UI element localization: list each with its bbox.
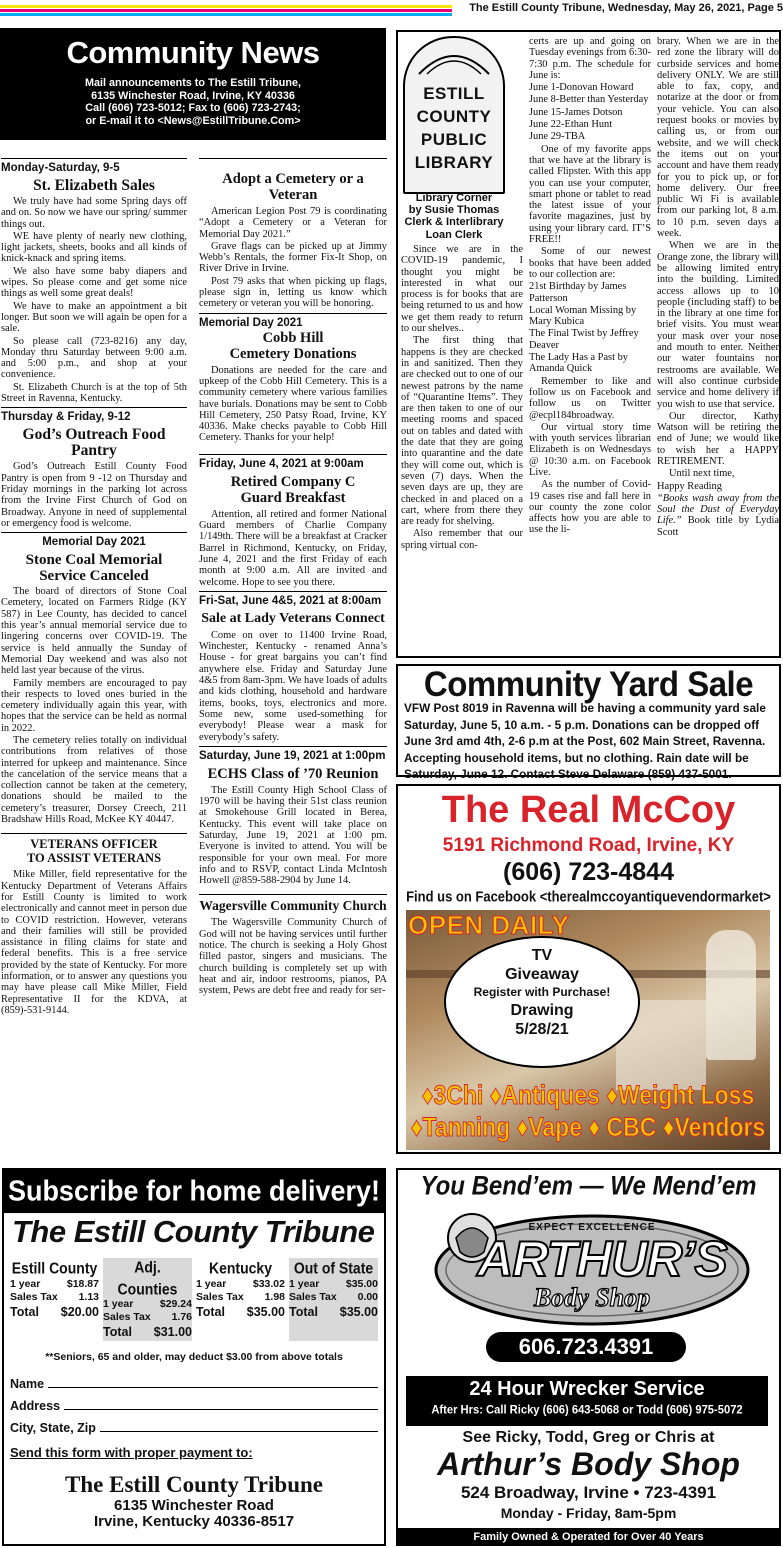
library-text: As the number of Covid-19 cases rise and fall here in our county the zone color affects how you are able to use the li- <box>529 479 651 536</box>
divider <box>1 532 187 533</box>
senior-note: **Seniors, 65 and older, may deduct $3.00 from above totals <box>45 1351 343 1363</box>
email-line: or E-mail it to <News@EstillTribune.Com> <box>85 114 301 127</box>
mccoy-title: The Real McCoy <box>441 789 736 831</box>
article-text: So please call (723-8216) any day, Monday thru Saturday between 9:00 a.m. and 5:00 p.m., and shop at your convenience. <box>1 335 187 381</box>
rate-value: $18.87 <box>66 1278 99 1290</box>
community-news-title: Community News <box>66 35 320 70</box>
rate-value: 1.98 <box>264 1291 285 1303</box>
article-title: Cemetery Donations <box>229 345 357 362</box>
article-text: Family members are encouraged to pay their respects to loved ones buried in the cemetery individually again this year, with hopes that the service can be held as normal in 2022. <box>1 677 187 734</box>
giveaway-oval <box>444 936 640 1068</box>
divider <box>199 313 387 314</box>
rate-total <box>196 1304 285 1321</box>
rate-value: 1.13 <box>78 1291 99 1303</box>
rate-label: 1 year <box>103 1298 134 1310</box>
article-date: Fri-Sat, June 4&5, 2021 at 8:00am <box>199 594 382 607</box>
library-text: Remember to like and follow us on Facebook and follow us on Twitter @ecpl184broadway. <box>529 375 651 421</box>
article-text: Attention, all retired and former National Guard members of Charlie Company 1/149th. There will be a breakfast at Cracker Barrel in Richmond, Kentucky, on Friday, June 4, 2021 and the first Friday of each month at 9:00 a.m. All are invited and welcome. Hope to see you there. <box>199 508 387 588</box>
rate-value: 1.76 <box>171 1311 192 1323</box>
address-line: 6135 Winchester Road, Irvine, KY 40336 <box>91 89 295 102</box>
subscribe-form <box>4 1369 384 1435</box>
article-title: TO ASSIST VETERANS <box>26 851 162 866</box>
arthurs-big-name: Arthur’s Body Shop <box>437 1446 740 1482</box>
logo-word: COUNTY <box>416 107 492 126</box>
rate-head: Kentucky <box>208 1259 273 1277</box>
library-text: One of my favorite apps that we have at the library is called Flipster. With this app you can use your computer, smart phone or tablet to read the latest issue of your favorite magazines, just by using your library card. IT’S FREE!! <box>529 143 651 246</box>
library-text: certs are up and going on Tuesday evenings from 6:30-7:30 p.m. The schedule for June is: <box>529 36 651 81</box>
arthurs-logo <box>432 1208 752 1328</box>
library-byline <box>400 192 508 241</box>
giveaway-line: 5/28/21 <box>515 1021 569 1038</box>
name-field[interactable] <box>10 1369 378 1391</box>
divider <box>1 833 187 834</box>
arthurs-expect: EXPECT EXCELLENCE <box>528 1222 656 1233</box>
schedule-item: June 22-Ethan Hunt <box>529 119 613 131</box>
rate-value: $35.00 <box>246 1305 285 1319</box>
divider <box>199 591 387 592</box>
mccoy-services-2: ♦Tanning ♦Vape ♦ CBC ♦Vendors <box>410 1112 766 1142</box>
rate-label: Total <box>196 1305 225 1319</box>
rate-col-adj <box>103 1258 192 1341</box>
name-line[interactable] <box>48 1387 378 1388</box>
rate-value: $35.00 <box>339 1305 378 1319</box>
book-item: Local Woman Missing by Mary Kubica <box>529 304 637 328</box>
yard-sale-title: Community Yard Sale <box>423 663 754 704</box>
stripe-yellow <box>0 5 452 8</box>
article-title: Retired Company C <box>230 473 356 490</box>
community-news-info <box>0 77 386 127</box>
rate-value: $31.00 <box>153 1325 192 1339</box>
article-text: American Legion Post 79 is coordinating “Adopt a Cemetery or a Veteran for Memorial Day 2021.” <box>199 206 387 240</box>
rate-row <box>10 1278 99 1291</box>
book-item: 21st Birthday by James Patterson <box>529 281 627 304</box>
divider <box>199 894 387 895</box>
giveaway-line: Drawing <box>510 1002 574 1019</box>
article-text: Grave flags can be picked up at Jimmy Webb’s Rentals, the former Fix-It Shop, on River Drive in Irvine. <box>199 240 387 275</box>
mail-line: Mail announcements to The Estill Tribune, <box>85 77 301 89</box>
logo-word: PUBLIC <box>420 130 488 149</box>
rate-label: Sales Tax <box>10 1291 58 1303</box>
arthurs-phone: 606.723.4391 <box>486 1332 686 1362</box>
arthurs-address: 524 Broadway, Irvine • 723-4391 <box>460 1483 717 1502</box>
giveaway-line: TV <box>531 947 553 964</box>
rate-value: 0.00 <box>357 1291 378 1303</box>
article-title: VETERANS OFFICER <box>30 837 158 852</box>
rate-total <box>103 1324 192 1341</box>
library-quote <box>657 493 779 538</box>
community-news-banner <box>0 28 386 140</box>
schedule-item: June 15-James Dotson <box>529 106 623 118</box>
address-field[interactable] <box>10 1391 378 1413</box>
library-text: Our director, Kathy Watson will be retiring the end of June; we would like to wish her a HAPPY RETIREMENT. <box>657 410 779 467</box>
quote-text: “Books wash away from the Soul the Dust of Everyday Life.” <box>657 492 779 527</box>
article-title: Guard Breakfast <box>240 489 346 506</box>
giveaway-line: Register with Purchase! <box>473 985 611 999</box>
rate-label: 1 year <box>289 1278 320 1290</box>
divider <box>1 158 187 159</box>
rate-label: Total <box>103 1325 132 1339</box>
wrecker-afterhours: After Hrs: Call Ricky (606) 643-5068 or Todd (606) 975-5072 <box>431 1403 743 1417</box>
rate-total <box>10 1304 99 1321</box>
mccoy-photo <box>406 910 770 1150</box>
divider <box>199 454 387 455</box>
article-text: The cemetery relies totally on individual contributions from relatives of those interred for upkeep and maintenance. Since the cancelation of the service means that a collection cannot be taken at the cemetery, donations should be mailed to the cemetery’s treasurer, Dorsey Creech, 211 Bradshaw Hills Road, McKee KY 40447. <box>1 734 187 826</box>
article-date: Thursday & Friday, 9-12 <box>1 411 131 424</box>
subscribe-box <box>2 1168 386 1546</box>
article-text: God’s Outreach Estill County Food Pantry is open from 9 -12 on Thursday and Friday mornings in the parking lot across from the Irvine First Church of God on Broadway. Anyone in need of supplemental or emergency food is welcome. <box>1 461 187 529</box>
arthurs-family: Family Owned & Operated for Over 40 Years <box>398 1528 779 1546</box>
column-1 <box>1 158 187 1158</box>
stripe-pink <box>0 9 452 12</box>
article-text: WE have plenty of nearly new clothing, light jackets, sheets, books and all kinds of knick-knack and spring items. <box>1 230 187 265</box>
send-form-text: Send this form with proper payment to: <box>10 1445 253 1460</box>
article-title: God’s Outreach Food Pantry <box>22 426 166 460</box>
article-date: Saturday, June 19, 2021 at 1:00pm <box>199 749 386 762</box>
divider <box>199 746 387 747</box>
rate-label: 1 year <box>10 1278 41 1290</box>
schedule-item: June 29-TBA <box>529 131 586 143</box>
library-text: Our virtual story time with youth services librarian Elizabeth is on Wednesdays @ 10:30 a.m. on Facebook Live. <box>529 421 651 478</box>
mccoy-services-1: ♦3Chi ♦Antiques ♦Weight Loss <box>421 1080 755 1110</box>
mccoy-facebook: Find us on Facebook <therealmccoyantiquevendormarket> <box>406 888 771 905</box>
rate-value: $35.00 <box>345 1278 378 1290</box>
phone-line: Call (606) 723-5012; Fax to (606) 723-2743; <box>85 102 301 115</box>
byline-line: Library Corner <box>415 192 493 204</box>
wrecker-box <box>406 1376 768 1426</box>
article-text: The Wagersville Community Church of God will not be having services until further notice. The church is seeking a Holy Ghost filled pastor, singers and musicians. The church building is completely set up with heat and air, indoor restrooms, pianos, PA system, Pews are debt free and ready for ser- <box>199 917 387 997</box>
arthurs-logo-shop: Body Shop <box>533 1283 651 1312</box>
logo-word: LIBRARY <box>414 153 494 172</box>
rate-row <box>196 1278 285 1291</box>
wrecker-title: 24 Hour Wrecker Service <box>469 1378 705 1400</box>
rate-col-outofstate <box>289 1258 378 1341</box>
article-text: Mike Miller, field representative for the Kentucky Department of Veterans Affairs for Estill County is limited to work electronically and cannot meet in person due to COVID restriction. However, veterans and their families will still be provided assistance in filing claims for state and federal benefits. This is a free service provided by the state of Kentucky. For more information, or to answer any questions you may have please call Mike Miller, Field Representative II for the KDVA, at (859)-531-9144. <box>1 869 187 1016</box>
article-date: Memorial Day 2021 <box>199 316 303 329</box>
rate-label: Sales Tax <box>196 1291 244 1303</box>
article-date: Monday-Saturday, 9-5 <box>1 162 120 174</box>
address-line-input[interactable] <box>64 1409 378 1410</box>
article-text: Come on over to 11400 Irvine Road, Winchester, Kentucky - renamed Anna’s House - for great bargains you can’t find anywhere else. Friday and Saturday June 4&5 from 8am-3pm. We have loads of adults and kids clothing, household and hardware items, books, toys, electronics and more. Some new, some used-something for everybody! Please wear a mask for everybody’s safety. <box>199 629 387 743</box>
article-text: We also have some baby diapers and wipes. So please come and get some nice things as well some great deals! <box>1 265 187 300</box>
shelf-decor <box>706 930 756 1060</box>
city-state-zip-field[interactable] <box>10 1413 378 1435</box>
rate-table <box>4 1258 384 1341</box>
column-2 <box>199 158 387 1158</box>
rate-total <box>289 1304 378 1321</box>
article-title: Service Canceled <box>39 568 149 585</box>
article-text: We truly have had some Spring days off and on. So now we have our spring/ summer things out. <box>1 196 187 230</box>
mccoy-phone: (606) 723-4844 <box>503 858 674 886</box>
quote-tail: Book title by Lydia Scott <box>657 515 779 538</box>
article-title: Stone Coal Memorial <box>25 552 163 569</box>
library-col-3 <box>657 36 779 658</box>
article-text: The Estill County High School Class of 1970 will be having their 51st class reunion at Smokehouse Grill located in Berea, Kentucky. This event will take place on Saturday, June 19, 2021 at 1:00 pm. Everyone is invited to attend. You will be responsible for your own meal. For more info and to RSVP, contact Linda McIntosh Howell @859-588-2904 by June 14. <box>199 784 387 887</box>
library-text: The first thing that happens is they are checked in and sanitized. Then they are checked out to one of our newest patrons by the name of “Quarantine Items”. They are then taken to one of our meeting rooms and spaced out on tables and dated with the date that they are going into quarantine and the date they will come out, which is seven (7) days. When the seven days are up, they are checked in and placed on a cart, where from there they are ready for shelving. <box>401 335 523 528</box>
library-text: Some of our newest books that have been added to our collection are: <box>529 246 651 280</box>
rate-head: Adj. Counties <box>117 1258 178 1298</box>
mail-to-paper: The Estill County Tribune <box>65 1472 323 1497</box>
library-logo-text <box>405 82 503 174</box>
rate-col-kentucky <box>196 1258 285 1341</box>
rate-label: 1 year <box>196 1278 227 1290</box>
concert-schedule <box>529 82 651 142</box>
article-date: Memorial Day 2021 <box>42 536 146 549</box>
yard-sale-text: VFW Post 8019 in Ravenna will be having a community yard sale Saturday, June 5, 10 a.m. - 5 p.m. Donations can be dropped off June 3rd amd 4th, 2-6 p.m at the Post, 602 Main Street, Ravenna. Accepting household items, but no clothing. Rain date will be Saturday, June 12. Contact Steve Delaware (859) 437-5001. <box>404 701 766 782</box>
giveaway-line: Giveaway <box>505 966 579 983</box>
field-label: Name <box>10 1377 45 1391</box>
article-text: The board of directors of Stone Coal Cemetery, located on Farmers Ridge (KY 587) in Lee County, has decided to cancel this year’s annual memorial service due to lingering concerns over COVID-19. The service is held annually the Sunday of Memorial Day weekend and was also not held last year because of the virus. <box>1 586 187 677</box>
article-title: Sale at Lady Veterans Connect <box>201 610 385 626</box>
arthurs-logo-name: ARTHUR’S <box>477 1231 727 1287</box>
mail-to-city: Irvine, Kentucky 40336-8517 <box>93 1513 295 1530</box>
arthurs-hours: Monday - Friday, 8am-5pm <box>500 1505 677 1521</box>
rate-row <box>289 1291 378 1304</box>
rate-row <box>10 1291 99 1304</box>
book-item: The Lady Has a Past by Amanda Quick <box>529 352 628 375</box>
rate-label: Total <box>10 1305 39 1319</box>
city-line[interactable] <box>100 1431 378 1432</box>
field-label: City, State, Zip <box>10 1421 96 1435</box>
rate-row <box>289 1278 378 1291</box>
rate-head: Out of State <box>293 1259 374 1277</box>
article-text: Post 79 asks that when picking up flags, please sign in, letting us know which cemetery or veteran you will be honoring. <box>199 275 387 310</box>
article-title: Wagersville Community Church <box>199 898 387 914</box>
byline-line: Clerk & Interlibrary <box>404 216 504 229</box>
new-books-list <box>529 281 651 374</box>
rate-col-estill <box>10 1258 99 1341</box>
article-text: St. Elizabeth Church is at the top of 5th Street in Ravenna, Kentucky. <box>1 381 187 405</box>
library-text: Until next time, <box>669 468 735 480</box>
library-col-2 <box>529 36 651 658</box>
stripe-blue <box>0 13 452 16</box>
real-mccoy-ad <box>396 784 781 1154</box>
divider <box>1 407 187 408</box>
rate-label: Sales Tax <box>289 1291 337 1303</box>
library-text: Since we are in the COVID-19 pandemic, I thought you might be interested in what our process is for books that are being returned to us and how we get them ready to return to our shelves.. <box>401 244 523 335</box>
mail-to-street: 6135 Winchester Road <box>114 1497 274 1514</box>
byline-line: Loan Clerk <box>425 228 483 241</box>
rate-label: Sales Tax <box>103 1311 151 1323</box>
book-item: The Final Twist by Jeffrey Deaver <box>529 328 639 351</box>
library-text: When we are in the Orange zone, the library will be allowing limited entry into the building. Limited access allows up to 10 people (including staff) to be in the library at one time for brief visits. You must wear your mask over your nose and mouth to enter. Neither our water fountains nor restrooms are available. We will also continue curbside service and home delivery if you wish to use that service. <box>657 240 779 410</box>
library-text: Happy Reading <box>657 480 722 492</box>
rate-value: $33.02 <box>252 1278 285 1290</box>
header-bar <box>0 0 783 20</box>
schedule-item: June 8-Better than Yesterday <box>529 94 649 106</box>
open-daily-banner: OPEN DAILY <box>408 910 570 940</box>
library-logo <box>403 36 505 194</box>
schedule-item: June 1-Donovan Howard <box>529 82 634 94</box>
article-title: Cobb Hill <box>262 329 324 346</box>
byline-line: by Susie Thomas <box>408 204 500 217</box>
article-text: We have to make an appointment a bit longer. But soon we will again be open for a sale. <box>1 300 187 335</box>
library-col-1 <box>401 244 523 658</box>
library-text: brary. When we are in the red zone the library will do curbside services and home delivery ONLY. We are still able to fax, copy, and notarize at the door or from your vehicle. You can also request books or movies by calling us, or from our website, and we will check the items out on your account and have them ready for you to pick up, or for home delivery. Our free public Wi Fi is available from our parking lot, 8 a.m. to 10 p.m. seven days a week. <box>657 36 779 240</box>
article-text: Donations are needed for the care and upkeep of the Cobb Hill Cemetery. This is a community cemetery where various families have burials. Donations may be sent to Cobb Hill Cemetery, 250 Patsy Road, Irvine, KY 40336. Make checks payable to Cobb Hill Cemetery. Thanks for your help! <box>199 364 387 444</box>
subscribe-banner: Subscribe for home delivery! <box>4 1169 384 1213</box>
rate-row <box>196 1291 285 1304</box>
library-corner-box <box>396 30 781 658</box>
rate-row <box>103 1311 192 1324</box>
arthurs-ad <box>396 1168 781 1546</box>
rate-value: $29.24 <box>159 1298 192 1310</box>
article-title: Adopt a Cemetery or a Veteran <box>222 171 364 203</box>
article-date: Friday, June 4, 2021 at 9:00am <box>199 457 364 470</box>
article-title: ECHS Class of ’70 Reunion <box>207 765 379 782</box>
rate-value: $20.00 <box>60 1305 99 1319</box>
rate-label: Total <box>289 1305 318 1319</box>
subscribe-paper-name: The Estill County Tribune <box>12 1214 375 1249</box>
article-title: St. Elizabeth Sales <box>33 177 155 194</box>
page-header: The Estill County Tribune, Wednesday, May 26, 2021, Page 5 <box>469 2 783 14</box>
arthurs-see: See Ricky, Todd, Greg or Chris at <box>462 1429 715 1446</box>
library-text: Also remember that our spring virtual con- <box>401 528 523 551</box>
logo-word: ESTILL <box>423 84 485 103</box>
yard-sale-box <box>396 663 781 782</box>
field-label: Address <box>10 1399 61 1413</box>
library-building-icon <box>405 44 503 78</box>
rate-head: Estill County <box>11 1259 98 1277</box>
mccoy-address: 5191 Richmond Road, Irvine, KY <box>442 835 735 856</box>
arthurs-slogan: You Bend’em — We Mend’em <box>420 1171 757 1202</box>
divider <box>199 158 387 159</box>
